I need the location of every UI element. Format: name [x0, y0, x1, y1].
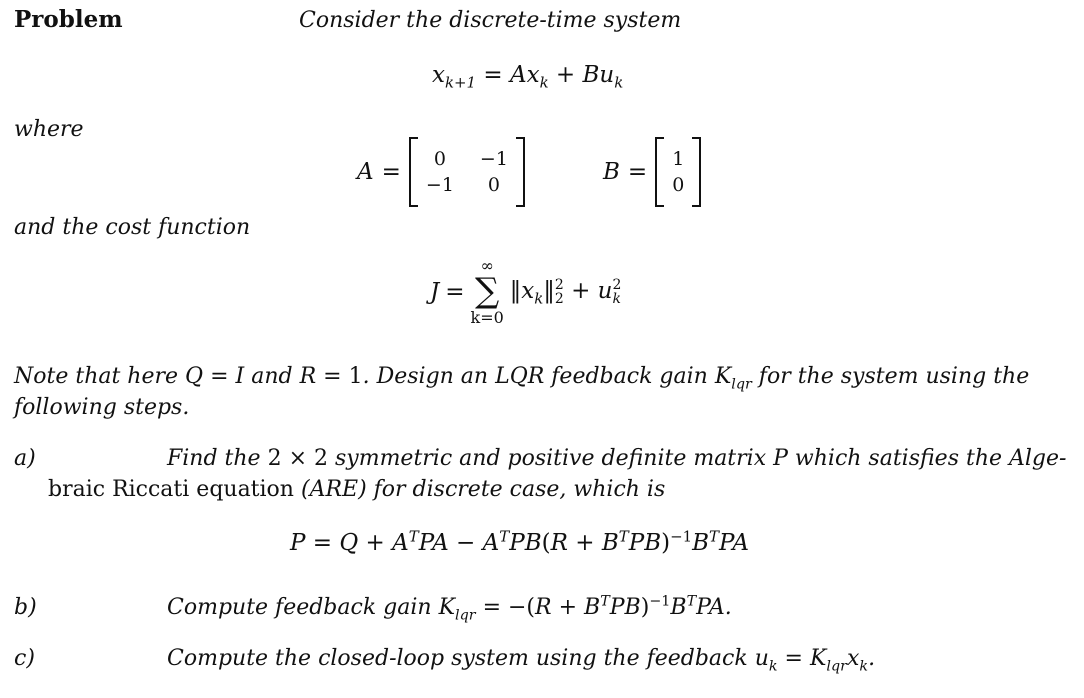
matrix-a: A = 0 −1 −1 0 — [357, 137, 525, 207]
cost-intro-text: and the cost function — [14, 215, 251, 240]
summation-symbol: ∞ ∑ k=0 — [470, 256, 504, 327]
step-b-label: b) — [14, 595, 37, 620]
matrix-a-cell: 0 — [487, 174, 500, 196]
where-label: where — [14, 117, 84, 142]
step-a-line-2-plain: braic Riccati equation — [48, 477, 294, 502]
step-a-line-1: Find the 2 × 2 symmetric and positive definite matrix P which satisfies the Alge- — [167, 446, 1067, 471]
cost-lhs: J — [430, 278, 440, 305]
note-line-1: Note that here Q = I and R = 1. Design an LQR feedback gain $K_{lqr}$ for the system using the — [14, 364, 1030, 393]
matrix-b-name: B — [603, 159, 620, 185]
step-a-line-2 — [48, 477, 665, 502]
sum-upper-limit: ∞ — [480, 256, 494, 275]
step-a-label: a) — [14, 446, 36, 471]
step-c-label: c) — [14, 646, 35, 671]
step-a-line-2-italic: (ARE) for discrete case, which is — [300, 477, 666, 502]
matrix-a-cell: −1 — [425, 174, 454, 196]
matrix-a-name: A — [357, 159, 374, 185]
riccati-equation: $P = Q + A^TPA - A^TPB(R + B^TPB)^{-1}B^TPA$ — [290, 527, 749, 556]
note-line-2: following steps. — [14, 395, 190, 420]
system-equation: $x_{k+1} = Ax_k + Bu_k$ — [432, 62, 624, 92]
matrix-b-cell: 1 — [672, 148, 685, 170]
matrix-b: B = 1 0 — [603, 137, 701, 207]
sum-lower-limit: k=0 — [470, 307, 504, 327]
step-c-text: Compute the closed-loop system using the feedback $u_k = K_{lqr}x_k$. — [167, 646, 876, 675]
problem-heading: Problem — [14, 6, 123, 33]
step-b-text: Compute feedback gain $K_{lqr} = -(R + B^TPB)^{-1}B^TPA$. — [167, 593, 732, 624]
matrix-b-cell: 0 — [672, 174, 685, 196]
cost-equation: J = ∞ ∑ k=0 $‖x_k‖$ 2 2 + u 2 k — [430, 256, 622, 327]
intro-text: Consider the discrete-time system — [299, 8, 682, 33]
matrix-a-cell: −1 — [479, 148, 508, 170]
matrix-a-cell: 0 — [433, 148, 446, 170]
